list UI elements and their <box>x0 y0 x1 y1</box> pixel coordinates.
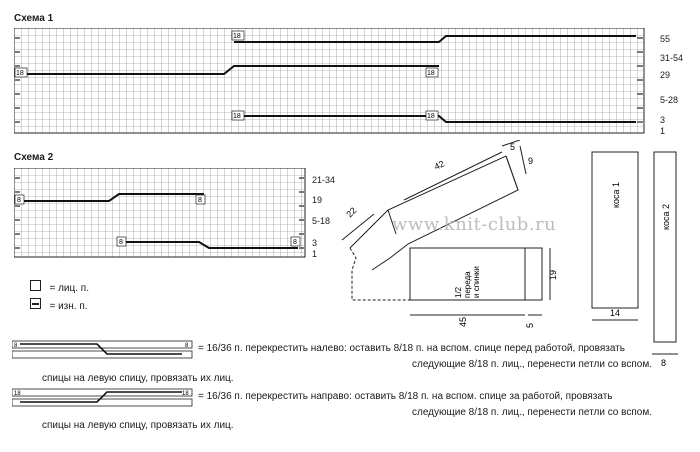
half-label: и спинки <box>472 266 481 298</box>
purl-symbol-icon <box>30 298 41 309</box>
knit-symbol-icon <box>30 280 41 291</box>
measure-label: 14 <box>610 308 621 318</box>
scheme1-row-label: 1 <box>660 126 666 136</box>
measure-label: 45 <box>458 316 468 327</box>
cross-left-line1: = 16/36 п. перекрестить налево: оставить 8/18 п. на вспом. спице перед работой, провязать <box>198 343 625 354</box>
measure-label: 19 <box>548 269 558 280</box>
svg-text:8: 8 <box>293 239 297 246</box>
scheme1-mark: 18 <box>427 70 435 77</box>
scheme1-title: Схема 1 <box>14 13 54 24</box>
legend-purl: = изн. п. <box>30 296 88 314</box>
scheme1-mark: 18 <box>233 33 241 40</box>
braid1-label: коса 1 <box>611 181 621 208</box>
scheme1-row-label: 3 <box>660 115 666 125</box>
scheme1-row-label: 55 <box>660 34 671 44</box>
svg-text:18: 18 <box>14 391 21 397</box>
measure-label: 5 <box>510 142 516 152</box>
cross-left-line2: следующие 8/18 п. лиц., перенести петли со вспом. <box>412 359 652 370</box>
scheme2-row-label: 19 <box>312 195 323 205</box>
measure-label: 9 <box>528 156 534 166</box>
scheme1-row-label: 29 <box>660 70 671 80</box>
svg-text:8: 8 <box>17 197 21 204</box>
half-label: переда <box>463 271 472 298</box>
scheme1-grid <box>14 28 646 136</box>
scheme1-mark: 18 <box>427 113 435 120</box>
watermark: www.knit-club.ru <box>392 214 557 235</box>
scheme2-row-label: 3 <box>312 238 318 248</box>
braid2-label: коса 2 <box>661 203 671 230</box>
scheme2-title: Схема 2 <box>14 152 54 163</box>
scheme1-mark: 18 <box>16 70 24 77</box>
scheme2-row-label: 1 <box>312 249 318 259</box>
svg-text:8: 8 <box>198 197 202 204</box>
measure-label: 22 <box>344 205 359 220</box>
measure-label: 5 <box>525 322 535 328</box>
scheme1-row-label: 5-28 <box>660 95 679 105</box>
measure-label: 42 <box>432 158 446 172</box>
scheme2-grid <box>14 168 308 260</box>
cross-right-line2: следующие 8/18 п. лиц., перенести петли со вспом. <box>412 407 652 418</box>
garment-schematic <box>330 140 685 370</box>
svg-text:8: 8 <box>185 343 189 349</box>
svg-text:8: 8 <box>14 343 18 349</box>
cross-right-diagram <box>12 388 194 408</box>
half-label: 1/2 <box>454 286 463 298</box>
cross-left-diagram <box>12 340 194 360</box>
cross-right-line1: = 16/36 п. перекрестить направо: оставить 8/18 п. на вспом. спице за работой, провязать <box>198 391 613 402</box>
svg-text:18: 18 <box>182 391 189 397</box>
cross-left-line3: спицы на левую спицу, провязать их лиц. <box>42 373 234 384</box>
legend-knit: = лиц. п. <box>30 278 89 296</box>
measure-label: 8 <box>661 358 667 368</box>
scheme2-row-label: 21-34 <box>312 175 336 185</box>
cross-right-line3: спицы на левую спицу, провязать их лиц. <box>42 420 234 431</box>
scheme1-row-label: 31-54 <box>660 53 684 63</box>
scheme2-row-label: 5-18 <box>312 216 331 226</box>
scheme1-mark: 18 <box>233 113 241 120</box>
svg-text:8: 8 <box>119 239 123 246</box>
